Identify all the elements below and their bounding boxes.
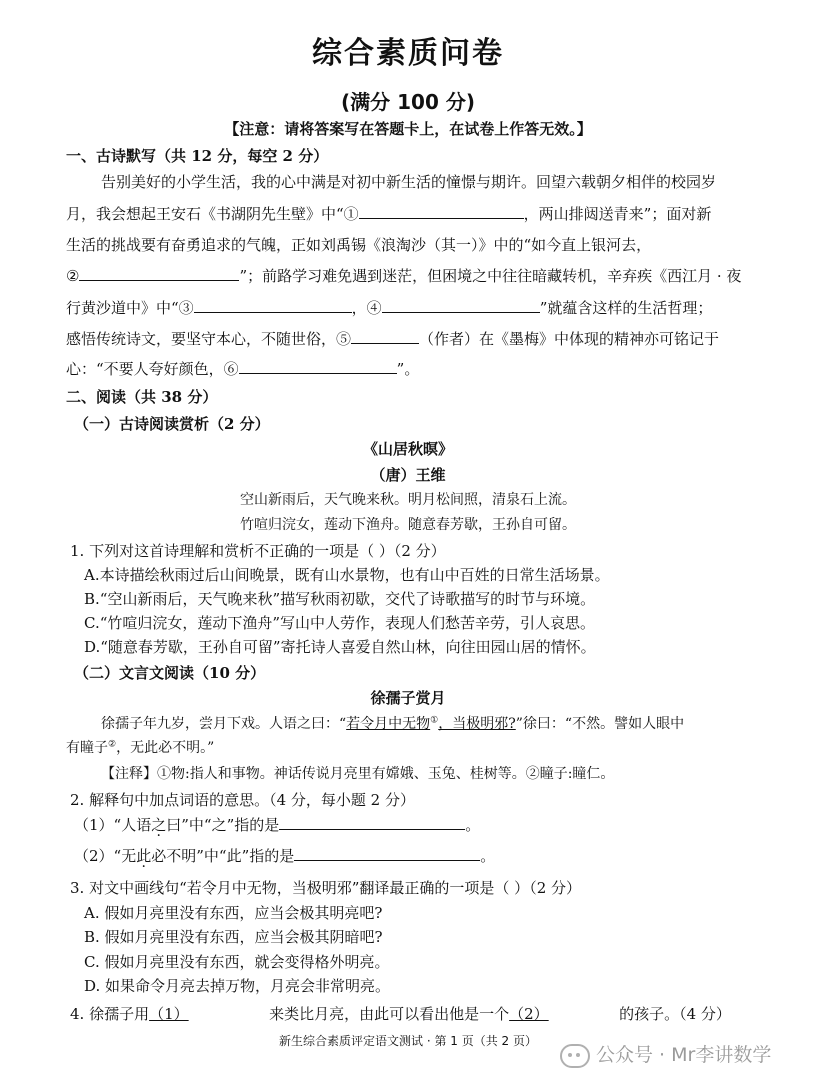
q2-b: （2）“无此必不明”中“此”指的是 。 [74, 847, 496, 865]
q1-option-d: D.“随意春芳歇，王孙自可留”寄托诗人喜爱自然山林，向往田园山居的情怀。 [84, 638, 596, 656]
q2-stem: 2. 解释句中加点词语的意思。（4 分，每小题 2 分） [70, 791, 415, 809]
q1-option-c: C.“竹喧归浣女，莲动下渔舟”写山中人劳作，表现人们愁苦辛劳，引人哀思。 [84, 614, 596, 632]
q4-blank-2: （2） [509, 1005, 549, 1023]
q3-option-d: D. 如果命令月亮去掉万物，月亮会非常明亮。 [84, 977, 391, 995]
q4-stem: 4. 徐孺子用（1） 来类比月亮，由此可以看出他是一个（2） 的孩子。（4 分） [70, 1005, 731, 1023]
blank-6 [239, 359, 397, 374]
q1-option-a: A.本诗描绘秋雨过后山间晚景，既有山水景物，也有山中百姓的日常生活场景。 [84, 566, 610, 584]
q3-option-a: A. 假如月亮里没有东西，应当会极其明亮吧? [84, 904, 383, 922]
poem-author: （唐）王维 [370, 466, 446, 484]
section1-line-3: 生活的挑战要有奋勇追求的气魄，正如刘禹锡《浪淘沙（其一）》中的“如今直上银河去， [66, 236, 652, 254]
passage-note: 【注释】①物:指人和事物。神话传说月亮里有嫦娥、玉兔、桂树等。②瞳子:瞳仁。 [101, 766, 615, 782]
q2-a-blank [279, 815, 465, 830]
q2-a: （1）“人语之曰”中“之”指的是 。 [74, 816, 481, 834]
section1-line-6: 感悟传统诗文，要坚守本心，不随世俗，⑤ （作者）在《墨梅》中体现的精神亦可铭记于 [66, 330, 720, 348]
q2-b-blank [294, 846, 480, 861]
notice: 【注意：请将答案写在答题卡上，在试卷上作答无效。】 [224, 120, 592, 138]
section1-line-5: 行黄沙道中》中“③ ，④ ”就蕴含这样的生活哲理； [66, 299, 713, 317]
blank-1 [359, 204, 524, 219]
poem-title: 《山居秋暝》 [362, 440, 453, 458]
q4-blank-1: （1） [149, 1005, 189, 1023]
page-title: 综合素质问卷 [312, 36, 504, 71]
section1-line-4: ② ”；前路学习难免遇到迷茫，但困境之中往往暗藏转机，辛弃疾《西江月 · 夜 [66, 267, 742, 285]
poem-line-2: 竹喧归浣女，莲动下渔舟。随意春芳歇，王孙自可留。 [240, 517, 576, 533]
blank-4 [382, 298, 540, 313]
passage-line-1: 徐孺子年九岁，尝月下戏。人语之曰：“若令月中无物①，当极明邪?”徐曰：“不然。譬如人眼中 [101, 715, 685, 732]
section1-line-2: 月，我会想起王安石《书湖阴先生壁》中“① ，两山排闼送青来”；面对新 [66, 205, 712, 223]
blank-5 [351, 329, 419, 344]
wechat-icon [560, 1044, 590, 1068]
blank-2 [79, 266, 239, 281]
q1-stem: 1. 下列对这首诗理解和赏析不正确的一项是（ ）（2 分） [70, 542, 446, 560]
q3-stem: 3. 对文中画线句“若令月中无物，当极明邪”翻译最正确的一项是（ ）（2 分） [70, 879, 581, 897]
poem-line-1: 空山新雨后，天气晚来秋。明月松间照，清泉石上流。 [240, 492, 576, 508]
section1-heading: 一、古诗默写（共 12 分，每空 2 分） [66, 147, 329, 165]
watermark: 公众号 · Mr李讲数学 [560, 1040, 771, 1068]
blank-3 [194, 298, 352, 313]
part2-heading: （二）文言文阅读（10 分） [74, 664, 266, 682]
q3-option-b: B. 假如月亮里没有东西，应当会极其阴暗吧? [84, 928, 383, 946]
section2-heading: 二、阅读（共 38 分） [66, 388, 218, 406]
page-footer: 新生综合素质评定语文测试 · 第 1 页（共 2 页） [279, 1034, 537, 1048]
q1-option-b: B.“空山新雨后，天气晚来秋”描写秋雨初歇，交代了诗歌描写的时节与环境。 [84, 590, 596, 608]
page-subtitle: (满分 100 分) [341, 90, 475, 114]
q3-option-c: C. 假如月亮里没有东西，就会变得格外明亮。 [84, 953, 390, 971]
section1-line-1: 告别美好的小学生活，我的心中满是对初中新生活的憧憬与期许。回望六载朝夕相伴的校园岁 [101, 173, 717, 191]
passage-line-2: 有瞳子②，无此必不明。” [66, 739, 215, 756]
part1-heading: （一）古诗阅读赏析（2 分） [74, 415, 270, 433]
section1-line-7: 心：“不要人夸好颜色，⑥ ”。 [66, 360, 420, 378]
passage-title: 徐孺子赏月 [370, 689, 446, 707]
